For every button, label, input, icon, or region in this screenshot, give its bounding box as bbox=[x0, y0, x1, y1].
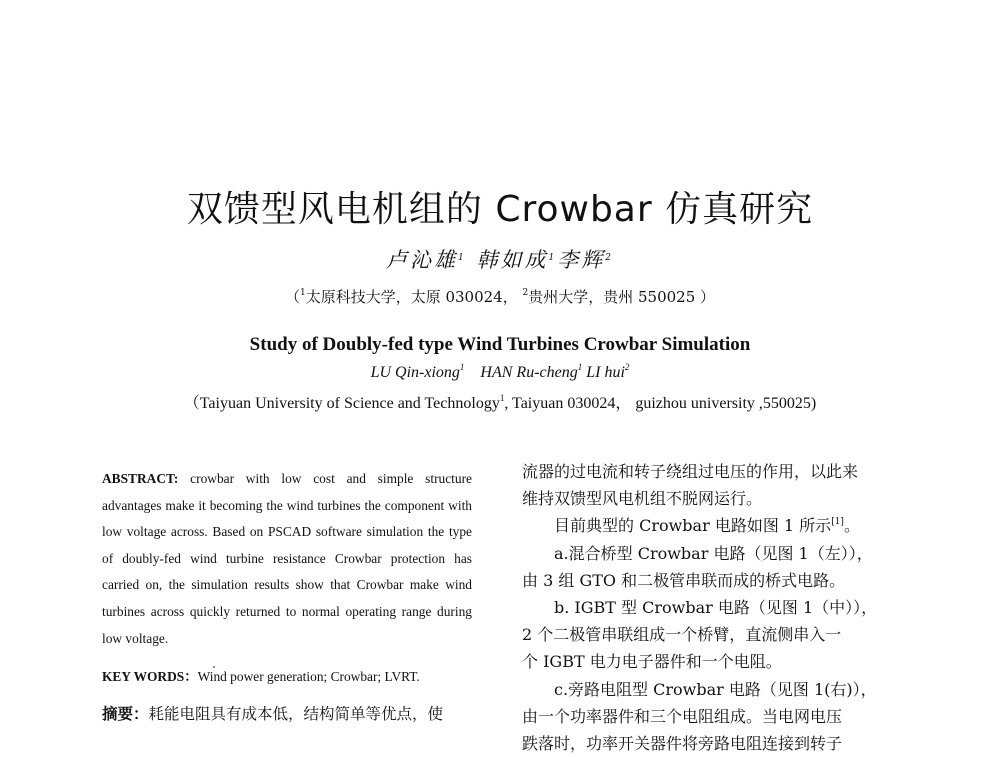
left-column bbox=[102, 466, 472, 727]
affiliation-mark: 1 bbox=[577, 362, 583, 372]
paper-title-english: Study of Doubly-fed type Wind Turbines Crowbar Simulation bbox=[249, 334, 751, 355]
affiliation-text: 太原科技大学，太原 030024， bbox=[305, 288, 518, 306]
affiliation-chinese bbox=[0, 286, 1000, 307]
body-line bbox=[522, 512, 902, 539]
author-name: 李辉 bbox=[557, 248, 606, 272]
body-line: 个 IGBT 电力电子器件和一个电阻。 bbox=[522, 652, 782, 672]
abstract-label: ABSTRACT: bbox=[102, 471, 179, 486]
affiliation-mark: 1 bbox=[548, 253, 558, 263]
body-line: 流器的过电流和转子绕组过电压的作用，以此来 bbox=[522, 462, 859, 481]
keywords bbox=[102, 664, 472, 691]
scan-speck bbox=[213, 666, 215, 668]
author-name: 韩如成 bbox=[476, 248, 549, 272]
author-name: HAN Ru-cheng bbox=[480, 364, 578, 381]
affiliation-mark: 2 bbox=[605, 253, 614, 263]
body-line: b. IGBT 型 Crowbar 电路（见图 1（中））， bbox=[554, 598, 878, 618]
body-line-text: 目前典型的 Crowbar 电路如图 1 所示 bbox=[554, 516, 832, 536]
affiliation-open-paren: （ bbox=[284, 288, 300, 306]
abstract-cn-text: 耗能电阻具有成本低，结构简单等优点，使 bbox=[148, 704, 444, 723]
affiliation-mark: 2 bbox=[624, 362, 630, 372]
body-line-tail: 。 bbox=[843, 516, 860, 536]
citation-ref: [1] bbox=[831, 517, 844, 528]
author-list-english bbox=[0, 364, 1000, 382]
author-list-chinese bbox=[0, 244, 1000, 274]
affiliation-english bbox=[0, 390, 1000, 413]
affiliation-mark: 1 bbox=[459, 362, 465, 372]
body-line: 由一个功率器件和三个电阻组成。当电网电压 bbox=[522, 706, 843, 726]
body-line: c.旁路电阻型 Crowbar 电路（见图 1(右)）， bbox=[554, 679, 877, 699]
affiliation-mark: 1 bbox=[299, 288, 306, 298]
author-name: LI hui bbox=[586, 364, 625, 381]
abstract-text: crowbar with low cost and simple structure advantages make it becoming the wind turbines the component with low voltage across. Based on PSCAD software simulation the type of doubly-fed wind turbine resistance Crowbar protection has carried on, the simulation results show that Crowbar make wind turbines across quickly returned to normal operating range during low voltage. bbox=[102, 471, 472, 646]
body-line: a.混合桥型 Crowbar 电路（见图 1（左））， bbox=[554, 543, 873, 563]
body-line: 2 个二极管串联组成一个桥臂，直流侧串入一 bbox=[522, 625, 842, 645]
author-name: LU Qin-xiong bbox=[370, 364, 460, 381]
affiliation-mark: 1 bbox=[499, 393, 505, 403]
abstract-chinese bbox=[102, 701, 472, 727]
affiliation-text: （Taiyuan University of Science and Technology bbox=[183, 395, 500, 412]
affiliation-mark: 1 bbox=[458, 253, 467, 263]
abstract-english bbox=[102, 466, 472, 652]
body-line: 跌落时，功率开关器件将旁路电阻连接到转子 bbox=[522, 734, 843, 754]
affiliation-mark: 2 bbox=[522, 288, 529, 298]
right-column bbox=[522, 458, 902, 757]
abstract-cn-label: 摘要： bbox=[102, 704, 149, 723]
paper-title-chinese: 双馈型风电机组的 Crowbar 仿真研究 bbox=[186, 189, 814, 230]
keywords-text: Wind power generation; Crowbar; LVRT. bbox=[197, 669, 420, 685]
body-line: 由 3 组 GTO 和二极管串联而成的桥式电路。 bbox=[522, 570, 846, 590]
keywords-label: KEY WORDS： bbox=[102, 669, 198, 685]
affiliation-text: 贵州大学，贵州 550025 ） bbox=[528, 288, 716, 306]
author-name: 卢沁雄 bbox=[386, 248, 459, 272]
affiliation-text: , Taiyuan 030024， guizhou university ,550025) bbox=[504, 395, 817, 412]
body-line: 维持双馈型风电机组不脱网运行。 bbox=[522, 489, 763, 509]
